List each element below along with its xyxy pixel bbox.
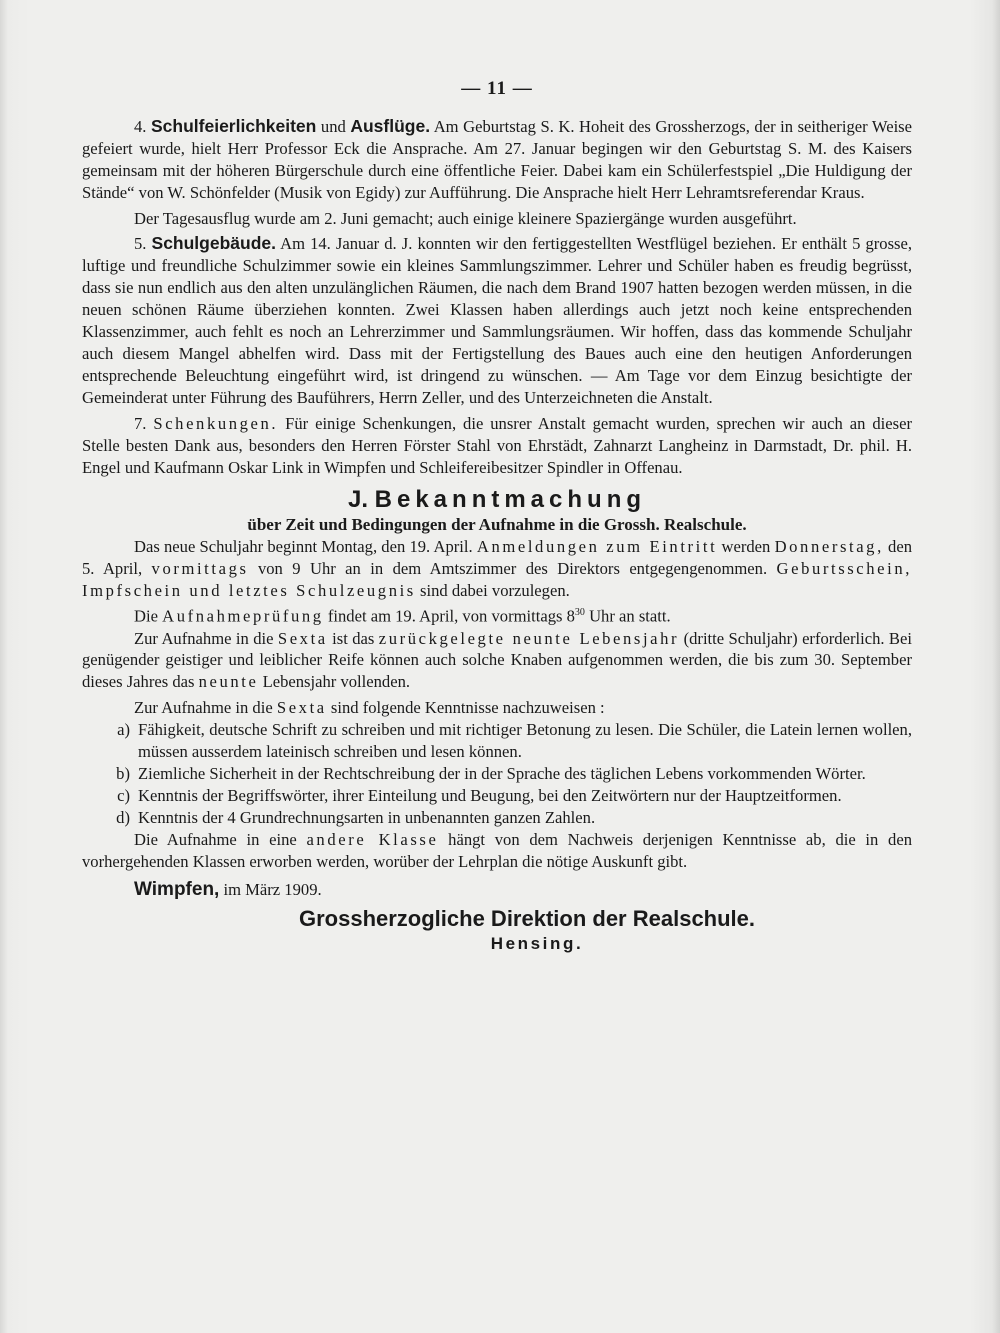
- age-requirement-paragraph: [82, 628, 912, 694]
- knowledge-intro-c: sind folgende Kenntnisse nachzuweisen :: [330, 698, 605, 718]
- list-item-text: Ziemliche Sicherheit in der Rechtschreibung der in der Sprache des täglichen Lebens vorkommenden Wörter.: [138, 764, 866, 783]
- place-date: [82, 879, 912, 901]
- registration-day: Donnerstag,: [774, 537, 884, 557]
- registration-werden: werden: [721, 537, 771, 557]
- page-content: [82, 78, 912, 956]
- ninth-label: neunte: [198, 672, 259, 692]
- registration-date: den 5. April,: [82, 537, 913, 579]
- knowledge-sexta: Sexta: [276, 698, 327, 718]
- list-item-text: Kenntnis der 4 Grundrechnungsarten in unbenannten ganzen Zahlen.: [138, 807, 596, 827]
- exam-heading: Aufnahmeprüfung: [162, 606, 324, 626]
- knowledge-intro-a: Zur Aufnahme in die: [134, 698, 273, 718]
- list-item-label: a): [117, 720, 130, 740]
- age-intro: Zur Aufnahme in die: [134, 628, 274, 648]
- school-year-start: Das neue Schuljahr beginnt Montag, den 19. April.: [134, 537, 473, 557]
- entrance-exam-paragraph: [82, 602, 912, 627]
- section-7-paragraph: [82, 413, 912, 479]
- required-documents: Geburtsschein, Impfschein und letztes Schulzeugnis: [82, 559, 912, 601]
- school-year-paragraph: [82, 536, 912, 602]
- section-7-heading: Schenkungen.: [153, 413, 279, 433]
- signature-organization: Grossherzogliche Direktion der Realschule.: [298, 906, 756, 932]
- section-4-excursion: Der Tagesausflug wurde am 2. Juni gemacht; auch einige kleinere Spaziergänge wurden ausgeführt.: [134, 208, 797, 228]
- list-item-text: Kenntnis der Begriffswörter, ihrer Einteilung und Beugung, bei den Zeitwörtern nur der Hauptzeitformen.: [138, 785, 842, 805]
- list-item: [82, 807, 912, 829]
- list-item: [82, 719, 912, 763]
- other-class-paragraph: [82, 829, 912, 873]
- section-7-number: 7.: [134, 413, 147, 433]
- section-letter: J.: [347, 486, 368, 514]
- registration-morning: vormittags: [151, 559, 249, 579]
- section-4-paragraph: [82, 116, 912, 204]
- list-item-text: Fähigkeit, deutsche Schrift zu schreiben und mit richtiger Betonung zu lesen. Die Schüler, die Latein lernen wollen, müssen ausserdem lateinisch schreiben und lesen können.: [138, 720, 912, 762]
- announcement-heading: Bekanntmachung: [374, 486, 647, 514]
- other-class-intro: Die Aufnahme in eine: [134, 829, 297, 849]
- section-4-number: 4.: [134, 116, 147, 136]
- list-item: [82, 763, 912, 785]
- section-4-and: und: [320, 116, 346, 136]
- section-4-text: Am Geburtstag S. K. Hoheit des Grossherzogs, der in seitheriger Weise gefeiert wurde, hielt Herr Professor Eck die Ansprache. Am 27. Januar begingen wir den Geburtstag S. M. des Kaisers gemeinsam mit der höheren Bürgerschule durch eine öffentliche Feier. Dabei kam ein Schülerfestspiel „Die Huldigung der Stände“ von W. Schönfelder (Musik von Egidy) zur Aufführung. Die Ansprache hielt Herr Lehramtsreferendar Kraus.: [82, 116, 912, 202]
- age-end: Lebensjahr vollenden.: [262, 672, 411, 692]
- announcement-subtitle: über Zeit und Bedingungen der Aufnahme in die Grossh. Realschule.: [247, 515, 747, 535]
- exam-time-minutes: 30: [574, 607, 585, 619]
- section-5-text: Am 14. Januar d. J. konnten wir den fertiggestellten Westflügel beziehen. Er enthält 5 grosse, luftige und freundliche Schulzimmer sowie ein kleines Sammlungszimmer. Lehrer und Schüler haben es freudig begrüsst, dass sie nun endlich aus den alten unzulänglichen Räumen, die nach dem Brand 1907 hatten bezogen werden müssen, in die neuen schönen Räume überziehen konnten. Zwei Klassen haben allerdings auch jetzt noch keine entsprechenden Klassenzimmer, auch fehlt es noch an Lehrerzimmer und Sammlungsräumen. Wir hoffen, dass das kommende Schuljahr auch diesem Mangel abhelfen wird. Dass mit der Fertigstellung des Baues auch eine den heutigen Anforderungen entsprechende Beleuchtung eingeführt wird, ist dringend zu wünschen. — Am Tage vor dem Einzug besichtigte der Gemeinderat unter Führung des Bauführers, Herrn Zeller, und des Unterzeichneten die Anstalt.: [82, 234, 912, 407]
- list-item-label: b): [116, 764, 130, 783]
- section-5-number: 5.: [134, 234, 147, 254]
- page-number: — 11 —: [461, 78, 533, 99]
- section-7-text: Für einige Schenkungen, die unsrer Anstalt gemacht wurden, sprechen wir auch an dieser Stelle besten Dank aus, besonders den Herren Förster Stahl von Ehrstädt, Zahnarzt Langheinz in Darmstadt, Dr. phil. H. Engel und Kaufmann Oskar Link in Wimpfen und Schleifereibesitzer Spindler in Offenau.: [82, 413, 912, 477]
- age-requirement: zurückgelegte neunte Lebensjahr: [378, 628, 680, 648]
- section-5-heading: Schulgebäude.: [151, 233, 276, 254]
- list-item-label: d): [116, 807, 130, 827]
- section-4-heading: Schulfeierlichkeiten: [151, 115, 317, 136]
- date: im März 1909.: [223, 879, 322, 899]
- age-conditions: (dritte Schuljahr) erforderlich. Bei genügender geistiger und leiblicher Reife können auch solche Knaben aufgenommen werden, die bis zum 30. September dieses Jahres das: [82, 628, 912, 692]
- list-item: [82, 785, 912, 807]
- age-connector: ist das: [332, 628, 375, 648]
- other-class-text: hängt von dem Nachweis derjenigen Kenntnisse ab, die in den vorhergehenden Klassen erworben werden, worüber der Lehrplan die nötige Auskunft gibt.: [82, 829, 912, 871]
- section-5-paragraph: [82, 233, 912, 408]
- other-class-label: andere Klasse: [306, 829, 439, 849]
- knowledge-intro: [82, 697, 912, 719]
- exam-date: findet am 19. April, von vormittags 8: [327, 606, 575, 626]
- section-4-heading-2: Ausflüge.: [350, 115, 431, 136]
- exam-intro: Die: [134, 606, 158, 626]
- announcement-title: [82, 486, 912, 514]
- signature-name: Hensing.: [490, 934, 584, 954]
- exam-time-end: Uhr an statt.: [589, 606, 671, 626]
- required-documents-note: sind dabei vorzulegen.: [420, 581, 570, 601]
- registration-heading: Anmeldungen zum Eintritt: [476, 537, 718, 557]
- list-item-label: c): [117, 785, 130, 805]
- place: Wimpfen,: [134, 878, 220, 900]
- sexta-label: Sexta: [277, 628, 328, 648]
- registration-place: von 9 Uhr an in dem Amtszimmer des Direktors entgegengenommen.: [257, 559, 768, 579]
